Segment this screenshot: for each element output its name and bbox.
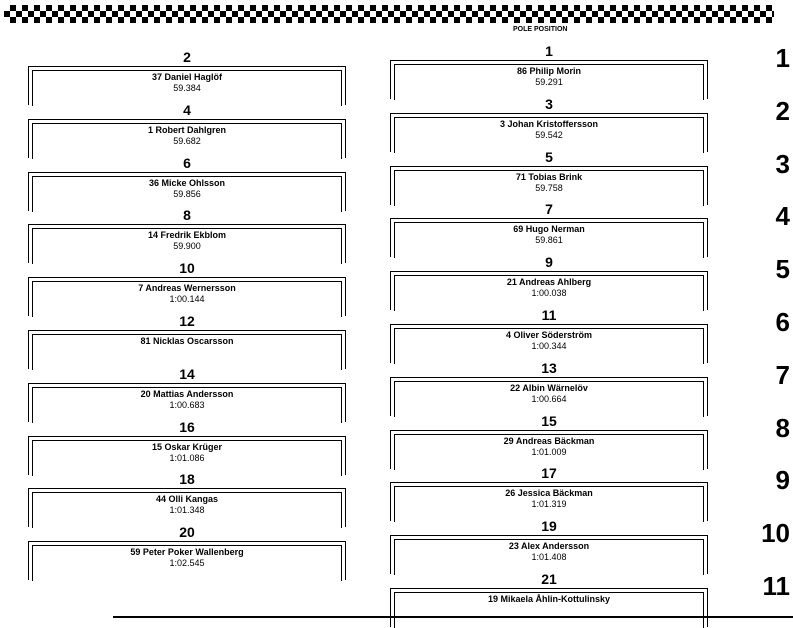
- grid-slot: [28, 314, 346, 369]
- lap-time: 59.682: [173, 135, 201, 146]
- checkered-flag-banner: [4, 5, 774, 23]
- grid-box: [390, 324, 708, 363]
- driver-name: 29 Andreas Bäckman: [503, 435, 595, 446]
- driver-name: 4 Oliver Söderström: [505, 330, 593, 340]
- grid-slot: [28, 420, 346, 475]
- grid-row-number: 1: [775, 43, 790, 73]
- grid-position-number: 16: [179, 418, 195, 435]
- grid-box: [28, 224, 346, 263]
- grid-position-number: 8: [183, 207, 191, 224]
- grid-slot: [28, 208, 346, 263]
- grid-slot: [390, 150, 708, 205]
- grid-box: [390, 166, 708, 205]
- lap-time: 1:00.683: [169, 399, 205, 410]
- grid-position-number: 15: [541, 412, 557, 429]
- driver-name: 37 Daniel Haglöf: [151, 72, 223, 82]
- driver-name: 19 Mikaela Åhlin-Kottulinsky: [487, 594, 611, 604]
- driver-name: 86 Philip Morin: [516, 66, 581, 76]
- lap-time: 59.542: [535, 129, 563, 140]
- grid-box: [28, 330, 346, 369]
- grid-position-number: 6: [183, 154, 191, 171]
- grid-slot: [390, 44, 708, 99]
- grid-slot: [390, 361, 708, 416]
- grid-box: [390, 377, 708, 416]
- driver-name: 59 Peter Poker Wallenberg: [130, 547, 244, 558]
- grid-row-number: 6: [775, 307, 790, 337]
- lap-time: 1:01.319: [531, 499, 567, 510]
- lap-time: 1:01.009: [531, 446, 567, 457]
- grid-position-number: 3: [545, 95, 553, 112]
- grid-slot: [28, 261, 346, 316]
- grid-box: [390, 535, 708, 574]
- lap-time: 1:00.664: [531, 393, 567, 404]
- grid-row-number: 9: [775, 465, 790, 496]
- grid-slot: [28, 50, 346, 105]
- grid-slot: [390, 466, 708, 521]
- grid-box: [28, 541, 346, 580]
- grid-slot: [390, 255, 708, 310]
- driver-name: 71 Tobias Brink: [515, 171, 583, 182]
- grid-position-number: 7: [545, 201, 553, 218]
- grid-row-number: 2: [775, 95, 790, 126]
- grid-box: [390, 430, 708, 469]
- bottom-divider: [113, 616, 793, 618]
- grid-position-number: 2: [183, 49, 191, 65]
- grid-slot: [28, 103, 346, 158]
- grid-position-number: 20: [179, 524, 195, 541]
- pole-position-label: POLE POSITION: [513, 26, 568, 33]
- grid-position-number: 4: [183, 101, 191, 118]
- grid-slot: [28, 156, 346, 211]
- driver-name: 36 Micke Ohlsson: [148, 177, 226, 188]
- grid-box: [390, 60, 708, 99]
- grid-box: [28, 488, 346, 527]
- lap-time: 1:00.344: [531, 341, 567, 351]
- driver-name: 44 Olli Kangas: [155, 494, 219, 505]
- lap-time: 59.758: [535, 182, 563, 193]
- grid-slot: [390, 414, 708, 469]
- grid-position-number: 21: [541, 571, 557, 587]
- lap-time: 1:01.086: [169, 452, 205, 463]
- grid-box: [390, 588, 708, 627]
- lap-time: 59.900: [173, 241, 201, 252]
- lap-time: 59.861: [535, 235, 563, 246]
- driver-name: 20 Mattias Andersson: [140, 388, 234, 399]
- grid-position-number: 11: [541, 307, 557, 323]
- driver-name: 14 Fredrik Ekblom: [147, 230, 227, 241]
- lap-time: 1:02.545: [169, 558, 205, 569]
- grid-box: [28, 383, 346, 422]
- grid-row-number: 5: [775, 254, 790, 285]
- driver-name: 23 Alex Andersson: [508, 541, 590, 552]
- grid-slot: [28, 367, 346, 422]
- driver-name: 81 Nicklas Oscarsson: [140, 336, 234, 346]
- driver-name: 69 Hugo Nerman: [513, 224, 585, 235]
- grid-position-number: 10: [179, 260, 195, 277]
- lap-time: 59.856: [173, 188, 201, 199]
- lap-time: 1:00.038: [531, 288, 567, 299]
- driver-name: 22 Albin Wärnelöv: [510, 382, 588, 393]
- grid-position-number: 12: [179, 313, 195, 329]
- grid-box: [390, 482, 708, 521]
- lap-time: 59.384: [173, 83, 201, 93]
- driver-name: 3 Johan Kristoffersson: [499, 118, 599, 129]
- grid-slot: [28, 472, 346, 527]
- grid-box: [390, 113, 708, 152]
- grid-row-number: 3: [775, 148, 790, 179]
- driver-name: 21 Andreas Ahlberg: [506, 277, 592, 288]
- lap-time: 1:01.408: [531, 552, 567, 563]
- driver-name: 26 Jessica Bäckman: [505, 488, 593, 499]
- lap-time: 59.291: [535, 77, 563, 87]
- grid-box: [28, 436, 346, 475]
- grid-row-number: 10: [761, 518, 790, 549]
- grid-box: [28, 66, 346, 105]
- grid-position-number: 9: [545, 254, 553, 271]
- grid-row-number: 7: [775, 359, 790, 390]
- grid-slot: [390, 519, 708, 574]
- lap-time: 1:01.348: [169, 505, 205, 516]
- grid-box: [28, 277, 346, 316]
- driver-name: 7 Andreas Wernersson: [138, 283, 236, 294]
- lap-time: 1:00.144: [169, 294, 205, 305]
- grid-position-number: 14: [179, 365, 195, 382]
- grid-row-number: 8: [775, 412, 790, 443]
- grid-slot: [390, 308, 708, 363]
- grid-position-number: 19: [541, 518, 557, 535]
- grid-box: [28, 172, 346, 211]
- grid-slot: [390, 97, 708, 152]
- grid-row-number: 4: [775, 201, 790, 232]
- grid-position-number: 5: [545, 148, 553, 165]
- grid-box: [390, 218, 708, 257]
- grid-position-number: 1: [545, 43, 553, 59]
- driver-name: 15 Oskar Krüger: [151, 441, 223, 452]
- grid-slot: [390, 202, 708, 257]
- grid-position-number: 13: [541, 359, 557, 376]
- grid-slot: [28, 525, 346, 580]
- grid-box: [28, 119, 346, 158]
- grid-position-number: 17: [541, 465, 557, 482]
- grid-position-number: 18: [179, 471, 195, 488]
- driver-name: 1 Robert Dahlgren: [147, 124, 226, 135]
- grid-box: [390, 271, 708, 310]
- grid-row-number: 11: [762, 571, 790, 601]
